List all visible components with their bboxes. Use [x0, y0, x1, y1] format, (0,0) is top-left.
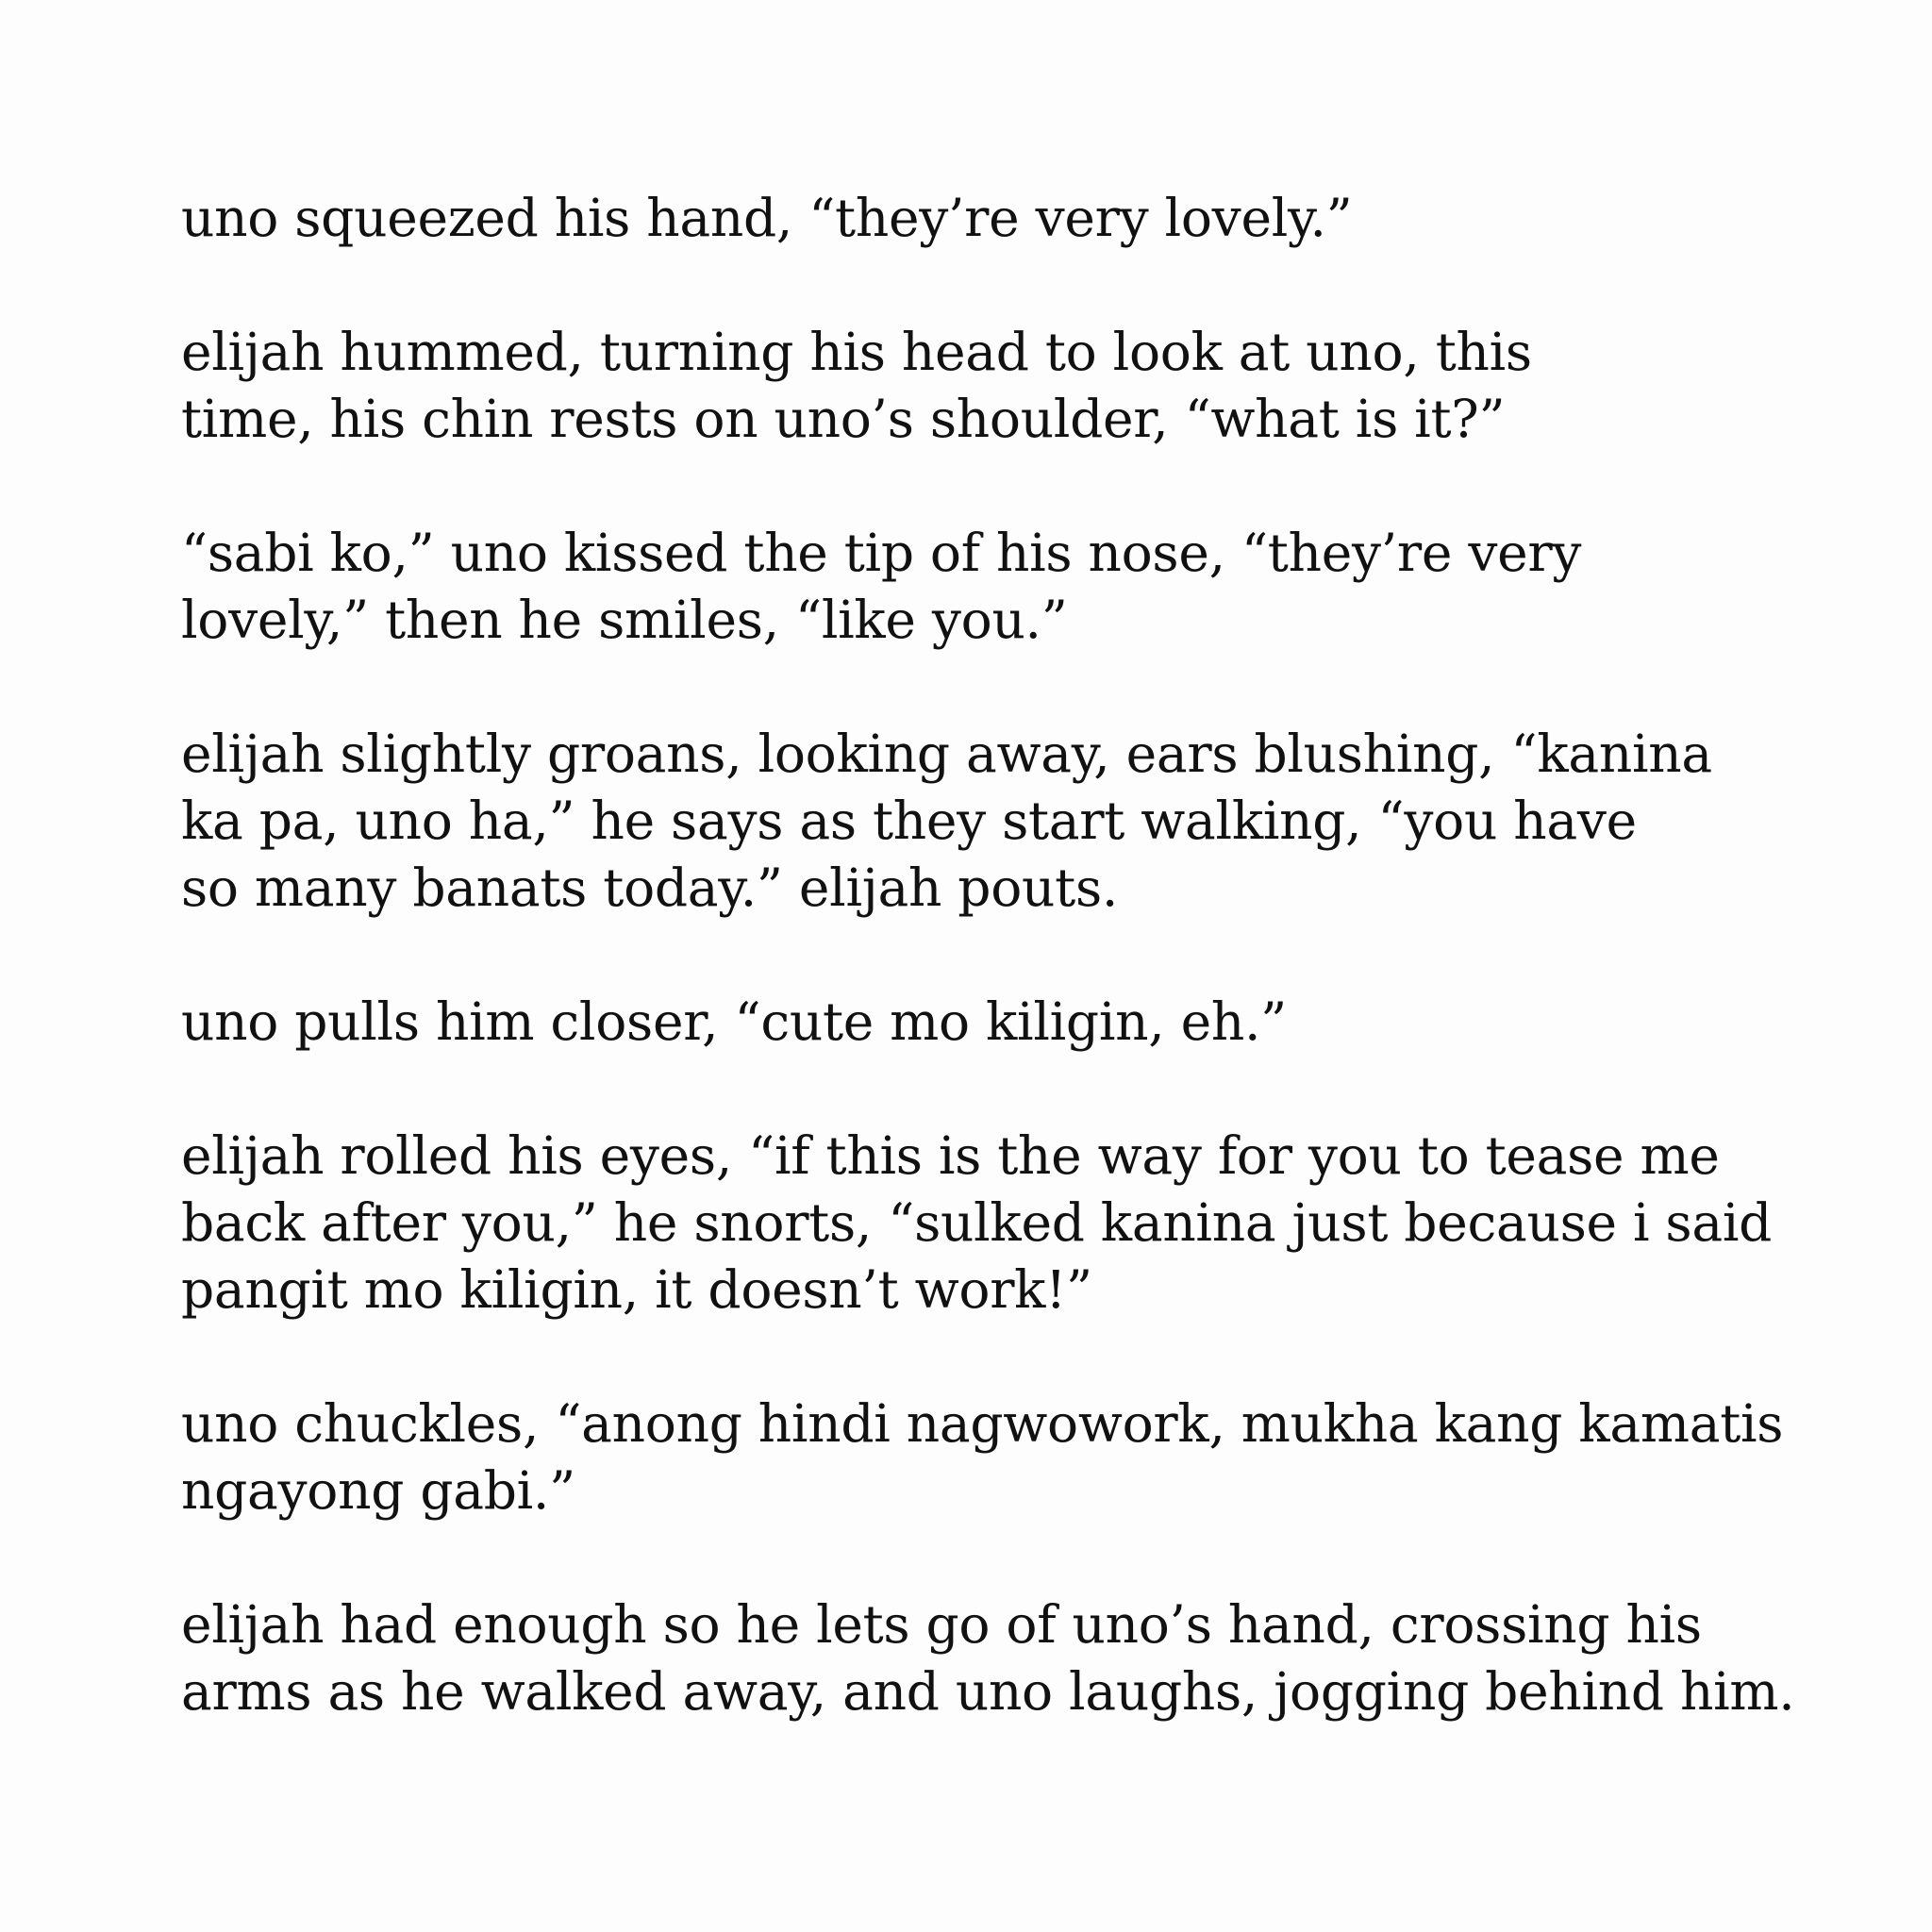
paragraph-2 [181, 319, 1898, 453]
paragraph-1 [181, 185, 1898, 252]
paragraph-7 [181, 1391, 1898, 1524]
paragraph-5 [181, 989, 1898, 1056]
text-line: uno pulls him closer, “cute mo kiligin, eh.” [181, 991, 1287, 1052]
text-line: back after you,” he snorts, “sulked kanina just because i said [181, 1192, 1773, 1253]
text-line: ngayong gabi.” [181, 1460, 575, 1521]
text-line: so many banats today.” elijah pouts. [181, 858, 1119, 918]
story-text [181, 185, 1898, 1792]
text-line: pangit mo kiligin, it doesn’t work!” [181, 1259, 1092, 1320]
text-line: uno chuckles, “anong hindi nagwowork, mukha kang kamatis [181, 1393, 1784, 1454]
text-line: elijah rolled his eyes, “if this is the way for you to tease me [181, 1125, 1720, 1186]
text-line: “sabi ko,” uno kissed the tip of his nose, “they’re very [181, 523, 1582, 583]
paragraph-4 [181, 721, 1898, 922]
text-line: lovely,” then he smiles, “like you.” [181, 590, 1068, 650]
text-line: uno squeezed his hand, “they’re very lovely.” [181, 188, 1353, 248]
text-line: elijah hummed, turning his head to look at uno, this [181, 322, 1532, 382]
text-line: ka pa, uno ha,” he says as they start walking, “you have [181, 791, 1637, 851]
paragraph-3 [181, 520, 1898, 654]
text-line: arms as he walked away, and uno laughs, jogging behind him. [181, 1661, 1795, 1722]
text-line: elijah had enough so he lets go of uno’s hand, crossing his [181, 1594, 1702, 1655]
paragraph-6 [181, 1123, 1898, 1324]
text-line: elijah slightly groans, looking away, ears blushing, “kanina [181, 724, 1712, 784]
text-line: time, his chin rests on uno’s shoulder, “what is it?” [181, 389, 1506, 449]
paragraph-8 [181, 1591, 1898, 1725]
